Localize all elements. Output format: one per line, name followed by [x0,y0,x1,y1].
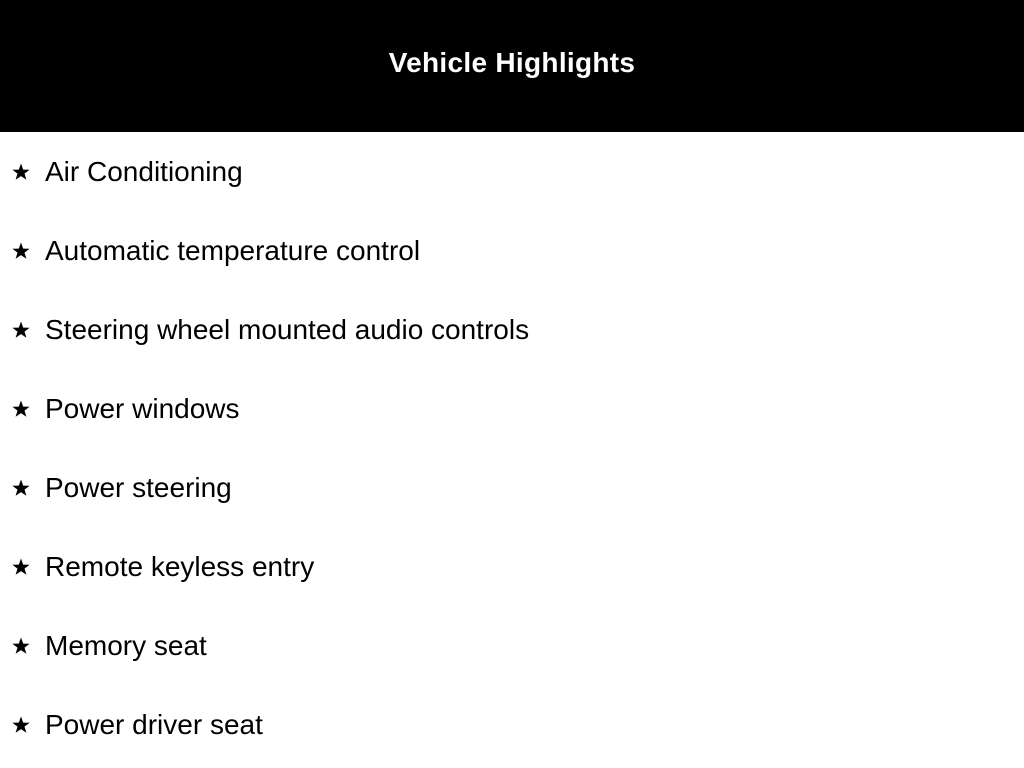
list-item-label: Power windows [45,393,240,424]
star-icon [11,636,31,656]
list-item-label: Air Conditioning [45,156,243,187]
star-icon [11,715,31,735]
star-icon [11,557,31,577]
star-icon [11,478,31,498]
list-item-label: Power driver seat [45,709,263,740]
list-item [0,310,1024,350]
list-item-label: Memory seat [45,630,207,661]
star-icon [11,320,31,340]
star-icon [11,241,31,261]
list-item [0,231,1024,271]
page-title: Vehicle Highlights [388,47,636,78]
list-item [0,547,1024,587]
star-icon [11,399,31,419]
list-item [0,152,1024,192]
list-item [0,389,1024,429]
list-item [0,705,1024,745]
list-item-label: Automatic temperature control [45,235,421,266]
list-item-label: Power steering [45,472,232,503]
list-item [0,626,1024,666]
star-icon [11,162,31,182]
list-item [0,468,1024,508]
list-item-label: Steering wheel mounted audio controls [45,314,530,345]
page-header [0,0,1024,132]
list-item-label: Remote keyless entry [45,551,315,582]
